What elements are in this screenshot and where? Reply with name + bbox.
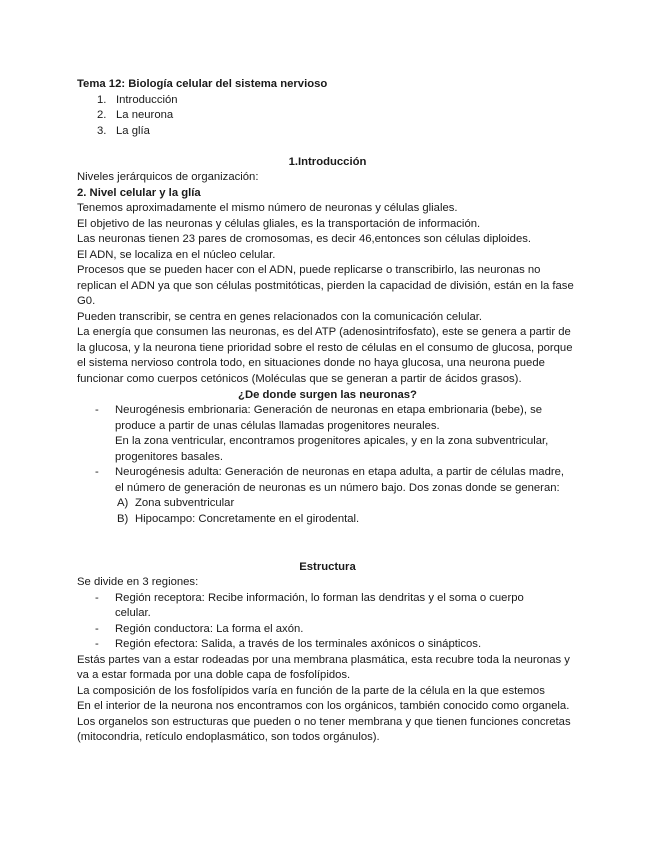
list-item-text: Neurogénesis embrionaria: Generación de neuronas en etapa embrionaria (bebe), se produce a partir de unas células llamadas progenitores neurales. [115,404,543,432]
list-item-text: Zona subventricular [135,497,235,509]
subheading-nivel-celular: 2. Nivel celular y la glía [77,186,201,199]
paragraph: Pueden transcribir, se centra en genes relacionados con la comunicación celular. [77,310,483,323]
table-of-contents [77,93,577,140]
toc-item [77,93,577,109]
list-item [77,465,575,527]
list-item [77,637,575,653]
paragraph: Estás partes van a estar rodeadas por una membrana plasmática, esta recubre toda la neuronas y va a estar formada por una doble capa de fosfolípidos. [77,653,570,681]
toc-number: 3. [97,124,107,137]
paragraph: El ADN, se localiza en el núcleo celular. [77,248,276,261]
list-bullet: - [95,591,99,604]
document-header [77,77,577,139]
list-bullet: - [95,622,99,635]
toc-item [77,124,577,140]
list-item [77,622,575,638]
toc-number: 2. [97,109,107,121]
zones-list [77,496,575,527]
list-item-text: Hipocampo: Concretamente en el girodental. [135,512,360,525]
document-title: Tema 12: Biología celular del sistema nervioso [77,78,328,90]
list-bullet: - [95,404,99,416]
list-item [77,591,575,622]
section-estructura [77,575,575,746]
list-item-text: En la zona ventricular, encontramos progenitores apicales, y en la zona subventricular, progenitores basales. [115,435,549,463]
section-heading-introduccion: 1.Introducción [288,156,367,168]
paragraph: La composición de los fosfolípidos varía en función de la parte de la célula en la que estemos [77,684,545,697]
list-bullet: A) [117,497,129,509]
paragraph: Tenemos aproximadamente el mismo número de neuronas y células gliales. [77,202,458,214]
paragraph: Los organelos son estructuras que pueden o no tener membrana y que tienen funciones concretas (mitocondria, retículo endoplasmático, son todos orgánulos). [77,715,571,743]
paragraph: En el interior de la neurona nos encontramos con los orgánicos, también conocido como organela. [77,700,570,712]
list-bullet: - [95,466,99,478]
paragraph: El objetivo de las neuronas y células gliales, es la transportación de información. [77,217,481,230]
paragraph: Niveles jerárquicos de organización: [77,171,259,183]
section-introduccion [77,170,575,387]
section-heading-origen-neuronas: ¿De donde surgen las neuronas? [238,389,417,401]
list-bullet: - [95,638,99,650]
neurogenesis-list [77,403,575,527]
list-item-text: Región efectora: Salida, a través de los terminales axónicos o sinápticos. [115,638,482,650]
toc-label: Introducción [116,93,178,106]
toc-label: La neurona [116,109,174,121]
regions-list [77,591,575,653]
list-item [77,496,575,512]
list-item-text: Región conductora: La forma el axón. [115,622,304,635]
list-item [77,403,575,465]
paragraph: La energía que consumen las neuronas, es del ATP (adenosintrifosfato), este se genera a partir de la glucosa, y la neurona tiene prioridad sobre el resto de células en el consumo de glucosa, porque el sistema nervioso controla todo, en situaciones donde no haya glucosa, una neurona puede funcionar como cuerpos cetónicos (Moléculas que se generan a partir de ácidos grasos). [77,326,573,385]
paragraph: Se divide en 3 regiones: [77,576,199,588]
toc-label: La glía [116,124,150,137]
list-item [77,512,575,528]
list-item-text: Neurogénesis adulta: Generación de neuronas en etapa adulta, a partir de células madre, el número de generación de neuronas es un número bajo. Dos zonas donde se generan: [115,466,565,494]
list-item-text: Región receptora: Recibe información, lo forman las dendritas y el soma o cuerpo celular. [115,591,524,619]
toc-item [77,108,577,124]
section-heading-estructura: Estructura [299,561,356,573]
paragraph: Las neuronas tienen 23 pares de cromosomas, es decir 46,entonces son células diploides. [77,233,532,245]
list-bullet: B) [117,512,129,525]
section-origen-neuronas [77,403,575,527]
toc-number: 1. [97,93,107,106]
paragraph: Procesos que se pueden hacer con el ADN, puede replicarse o transcribirlo, las neuronas no replican el ADN ya que son células postmitóticas, pierden la capacidad de división, están en la fase G0. [77,264,574,307]
